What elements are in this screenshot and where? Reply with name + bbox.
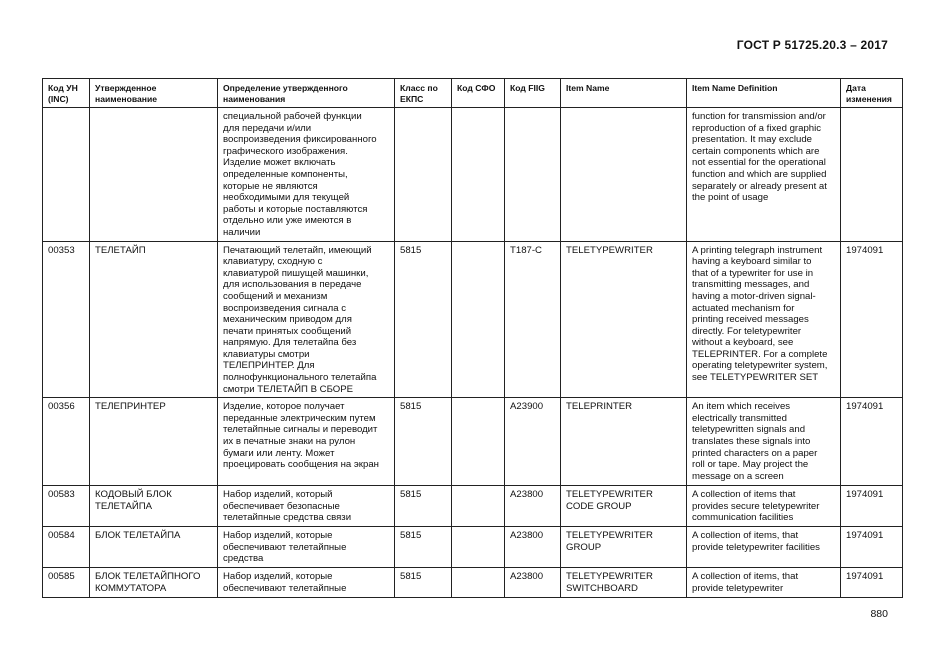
cell-date: 1974091 [841,486,903,527]
cell-item-definition: A collection of items, that provide teletypewriter [687,568,841,598]
cell-approved-name: ТЕЛЕПРИНТЕР [90,398,218,486]
cell-fiig: T187-C [505,241,561,398]
cell-item-definition: function for transmission and/or reproduction of a fixed graphic presentation. It may exclude certain components which are not essential for the operational function and which are supplied separately or already present at the point of usage [687,108,841,242]
cell-class: 5815 [395,486,452,527]
cell-approved-name: ТЕЛЕТАЙП [90,241,218,398]
cell-item-definition: A collection of items, that provide teletypewriter facilities [687,527,841,568]
document-header: ГОСТ Р 51725.20.3 – 2017 [736,38,888,52]
column-header-sfo: Код СФО [452,79,505,108]
cell-definition: специальной рабочей функции для передачи и/или воспроизведения фиксированного графического изображения. Изделие может включать определенные компоненты, которые не являются необходимыми для текущей работы и которые поставляются отдельно или уже имеются в наличии [218,108,395,242]
cell-date [841,108,903,242]
cell-fiig: A23900 [505,398,561,486]
cell-date: 1974091 [841,568,903,598]
cell-definition: Набор изделий, который обеспечивает безопасные телетайпные средства связи [218,486,395,527]
cell-item-definition: A printing telegraph instrument having a keyboard similar to that of a typewriter for use in transmitting messages, and having a motor-driven signal- actuated mechanism for printing received messages directly. For teletypewriter without a keyboard, see TELEPRINTER. For a complete operating teletypewriter system, see TELETYPEWRITER SET [687,241,841,398]
column-header-inc: Код УН (INC) [43,79,90,108]
cell-approved-name: КОДОВЫЙ БЛОК ТЕЛЕТАЙПА [90,486,218,527]
cell-approved-name: БЛОК ТЕЛЕТАЙПНОГО КОММУТАТОРА [90,568,218,598]
cell-inc: 00583 [43,486,90,527]
cell-inc [43,108,90,242]
cell-date: 1974091 [841,241,903,398]
cell-fiig: A23800 [505,486,561,527]
cell-date: 1974091 [841,527,903,568]
cell-definition: Набор изделий, которые обеспечивают телетайпные средства [218,527,395,568]
cell-sfo [452,527,505,568]
cell-class: 5815 [395,398,452,486]
cell-item-name: TELETYPEWRITER GROUP [561,527,687,568]
cell-item-name [561,108,687,242]
cell-fiig: A23800 [505,568,561,598]
column-header-approved-name: Утвержденное наименование [90,79,218,108]
cell-definition: Изделие, которое получает переданные электрическим путем телетайпные сигналы и переводит их в печатные знаки на рулон бумаги или ленту. Может проецировать сообщения на экран [218,398,395,486]
cell-item-definition: A collection of items that provides secure teletypewriter communication facilities [687,486,841,527]
cell-fiig: A23800 [505,527,561,568]
cell-sfo [452,568,505,598]
table-row [43,527,903,568]
cell-definition: Печатающий телетайп, имеющий клавиатуру, сходную с клавиатурой пишущей машинки, для использования в передаче сообщений и механизм воспроизведения сигнала с механическим приводом для печати принятых сообщений напрямую. Для телетайпа без клавиатуры смотри ТЕЛЕПРИНТЕР. Для полнофункционального телетайпа смотри ТЕЛЕТАЙП В СБОРЕ [218,241,395,398]
cell-item-name: TELETYPEWRITER [561,241,687,398]
cell-inc: 00353 [43,241,90,398]
cell-definition: Набор изделий, которые обеспечивают телетайпные [218,568,395,598]
cell-class: 5815 [395,568,452,598]
cell-sfo [452,108,505,242]
column-header-item-name: Item Name [561,79,687,108]
column-header-date: Дата изменения [841,79,903,108]
cell-fiig [505,108,561,242]
column-header-item-definition: Item Name Definition [687,79,841,108]
cell-date: 1974091 [841,398,903,486]
cell-class [395,108,452,242]
column-header-class: Класс по ЕКПС [395,79,452,108]
table-row [43,568,903,598]
cell-class: 5815 [395,527,452,568]
table-header-row [43,79,903,108]
table-row [43,108,903,242]
column-header-fiig: Код FIIG [505,79,561,108]
cell-approved-name: БЛОК ТЕЛЕТАЙПА [90,527,218,568]
page-number: 880 [870,608,888,620]
table-row [43,398,903,486]
cell-inc: 00584 [43,527,90,568]
cell-approved-name [90,108,218,242]
cell-item-definition: An item which receives electrically transmitted teletypewritten signals and translates these signals into printed characters on a paper roll or tape. May project the message on a screen [687,398,841,486]
table-row [43,486,903,527]
cell-item-name: TELETYPEWRITER CODE GROUP [561,486,687,527]
cell-class: 5815 [395,241,452,398]
column-header-definition: Определение утвержденного наименования [218,79,395,108]
cell-sfo [452,486,505,527]
cell-item-name: TELETYPEWRITER SWITCHBOARD [561,568,687,598]
nomenclature-table [42,78,903,598]
cell-item-name: TELEPRINTER [561,398,687,486]
table-row [43,241,903,398]
cell-inc: 00585 [43,568,90,598]
cell-inc: 00356 [43,398,90,486]
table-body [43,108,903,598]
cell-sfo [452,241,505,398]
cell-sfo [452,398,505,486]
